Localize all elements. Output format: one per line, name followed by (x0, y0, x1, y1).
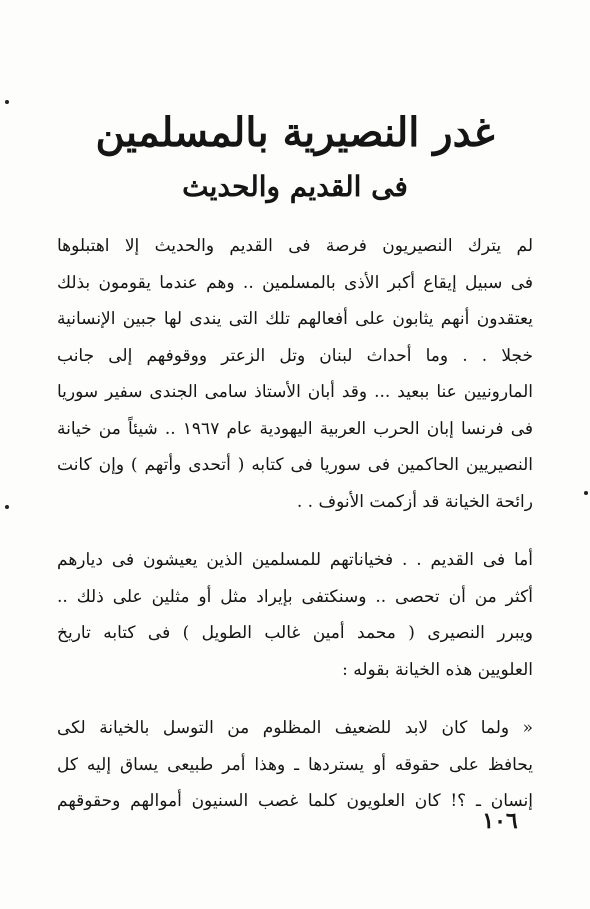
paragraph (57, 542, 533, 688)
text-line: إنسان ـ ؟! كان العلويون كلما غصب السنيون أموالهم وحقوقهم (57, 791, 533, 811)
text-line: رائحة الخيانة قد أزكمت الأنوف . . (296, 491, 533, 512)
text-line: لم يترك النصيريون فرصة فى القديم والحديث إلا اهتبلوها (57, 236, 533, 256)
text-line: يحافظ على حقوقه أو يستردها ـ وهذا أمر طبيعى يساق إليه كل (57, 754, 533, 775)
margin-mark-left (5, 100, 9, 104)
paragraph (57, 228, 533, 520)
page-subtitle: فى القديم والحديث (182, 170, 408, 203)
page-number: ١٠٦ (482, 808, 518, 834)
margin-mark-right (584, 491, 588, 495)
text-line: العلويين هذه الخيانة بقوله : (342, 659, 533, 680)
text-line: ويبرر النصيرى ( محمد أمين غالب الطويل ) فى كتابه تاريخ (57, 623, 533, 643)
text-line: المارونيين عنا ببعيد ... وقد أبان الأستاذ سامى الجندى سفير سوريا (57, 382, 533, 402)
text-line: خجلا . . وما أحداث لبنان وتل الزعتر ووقوفهم إلى جانب (57, 345, 533, 366)
text-line: « ولما كان لابد للضعيف المظلوم من التوسل بالخيانة لكى (57, 718, 533, 738)
body-text (57, 228, 533, 820)
text-line: أما فى القديم . . فخياناتهم للمسلمين الذين يعيشون فى ديارهم (57, 550, 533, 570)
text-line: أكثر من أن تحصى .. وسنكتفى بإيراد مثل أو مثلين على ذلك .. (57, 586, 533, 607)
text-line: يعتقدون أنهم يثابون على أفعالهم تلك التى يندى لها جبين الإنسانية (57, 309, 533, 329)
text-line: فى سبيل إيقاع أكبر الأذى بالمسلمين .. وهم عندما يقومون بذلك (57, 272, 533, 293)
margin-mark-left-lower (5, 505, 9, 509)
page-title: غدر النصيرية بالمسلمين (95, 109, 495, 156)
text-line: فى فرنسا إبان الحرب العربية اليهودية عام ١٩٦٧ .. شيئاً من خيانة (57, 418, 533, 439)
paragraph (57, 710, 533, 820)
text-line: النصيريين الحاكمين فى سوريا فى كتابه ( أتحدى وأتهم ) وإن كانت (57, 455, 533, 475)
